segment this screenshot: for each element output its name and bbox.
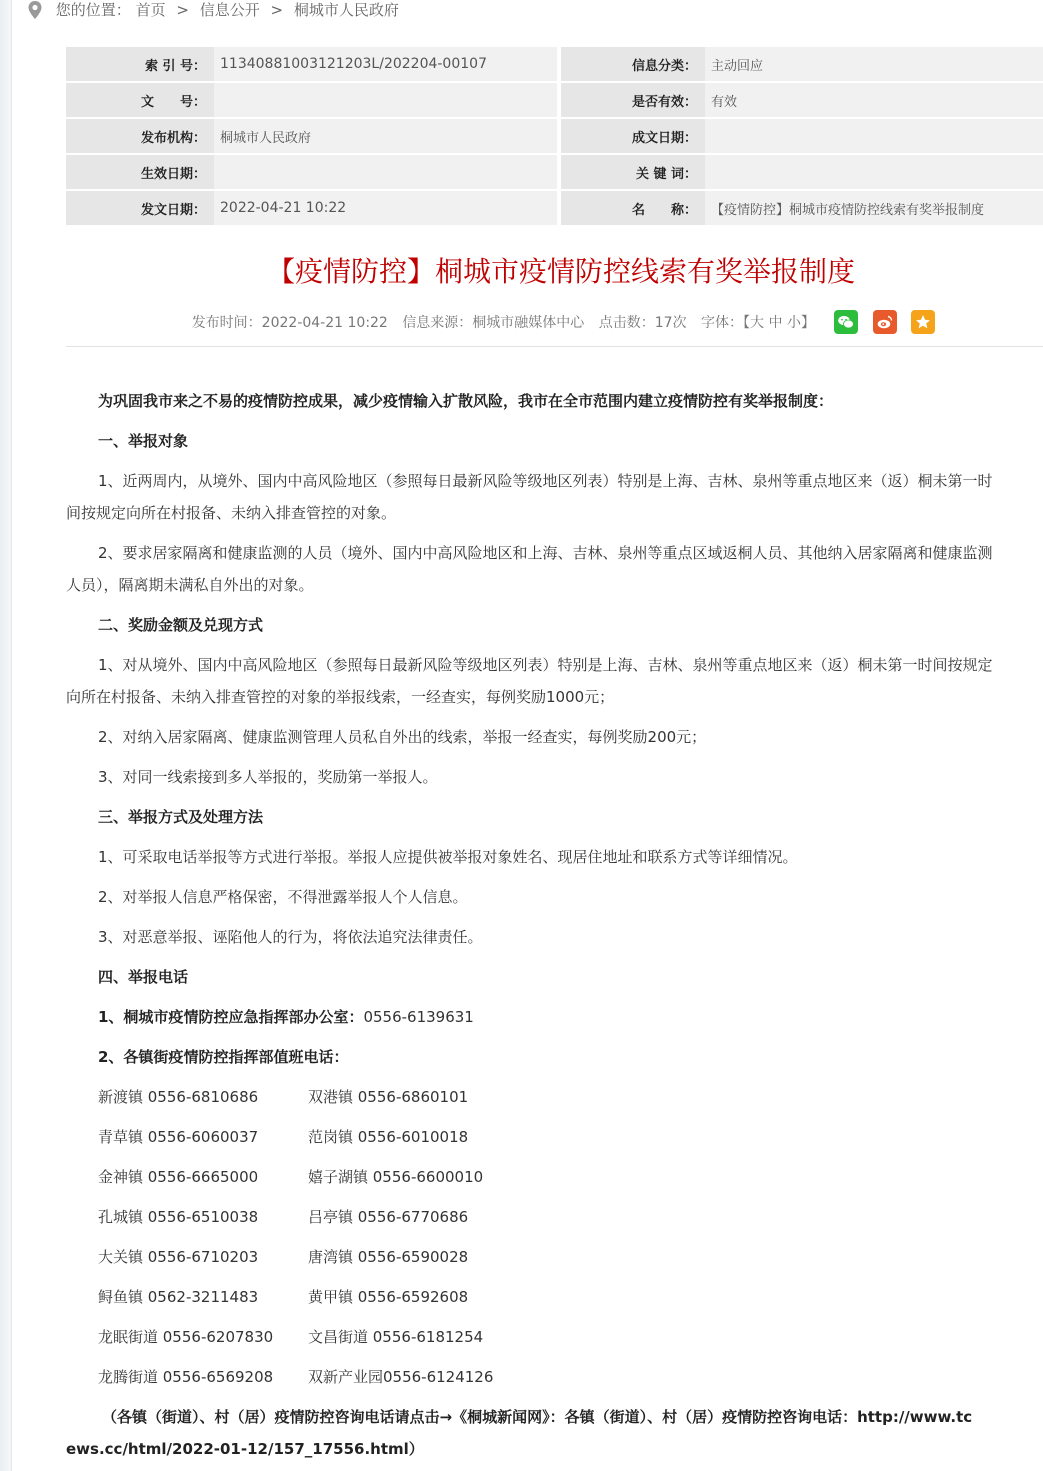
hotline-label: 1、桐城市疫情防控应急指挥部办公室： bbox=[98, 1008, 364, 1026]
paragraph-line: 向所在村报备、未纳入排查管控的对象的举报线索，一经查实，每例奖励1000元； bbox=[66, 688, 615, 706]
section-heading: 一、举报对象 bbox=[98, 432, 189, 450]
meta-value-keywords bbox=[705, 155, 1043, 189]
town-phone: 孔城镇 0556-6510038 bbox=[98, 1208, 259, 1226]
consult-note-line: （各镇（街道）、村（居）疫情防控咨询电话请点击→《桐城新闻网》：各镇（街道）、村（居）疫情防控咨询电话：http://www.tc bbox=[102, 1408, 973, 1426]
meta-label-publisher: 发布机构： bbox=[66, 119, 214, 153]
town-phone-row bbox=[66, 1197, 1043, 1237]
town-phone: 双新产业园0556-6124126 bbox=[308, 1368, 494, 1386]
meta-value-category: 主动回应 bbox=[705, 47, 1043, 81]
article-info-bar bbox=[66, 309, 1043, 337]
breadcrumb-gov-link[interactable]: 桐城市人民政府 bbox=[293, 1, 399, 19]
meta-label-valid: 是否有效： bbox=[561, 83, 705, 117]
publish-time: 发布时间：2022-04-21 10:22 bbox=[191, 315, 388, 331]
town-phone: 龙腾街道 0556-6569208 bbox=[98, 1368, 274, 1386]
meta-value-written-date bbox=[705, 119, 1043, 153]
paragraph: 2、对举报人信息严格保密，不得泄露举报人个人信息。 bbox=[98, 888, 468, 906]
meta-label-name: 名 称： bbox=[561, 191, 705, 225]
town-phone: 嬉子湖镇 0556-6600010 bbox=[308, 1168, 484, 1186]
wechat-icon bbox=[837, 313, 855, 331]
town-phone: 金神镇 0556-6665000 bbox=[98, 1168, 259, 1186]
left-edge-strip bbox=[0, 0, 12, 1471]
town-phone: 鲟鱼镇 0562-3211483 bbox=[98, 1288, 259, 1306]
meta-row bbox=[66, 83, 1043, 117]
meta-label-index: 索 引 号： bbox=[66, 47, 214, 81]
town-phone: 范岗镇 0556-6010018 bbox=[308, 1128, 469, 1146]
paragraph-line: 人员），隔离期未满私自外出的对象。 bbox=[66, 576, 314, 594]
town-phone-row bbox=[66, 1077, 1043, 1117]
town-phone: 青草镇 0556-6060037 bbox=[98, 1128, 259, 1146]
paragraph-line: 2、要求居家隔离和健康监测的人员（境外、国内中高风险地区和上海、吉林、泉州等重点区域返桐人员、其他纳入居家隔离和健康监测 bbox=[98, 544, 993, 562]
meta-label-written-date: 成文日期： bbox=[561, 119, 705, 153]
paragraph bbox=[66, 461, 1043, 533]
meta-row bbox=[66, 191, 1043, 225]
meta-row bbox=[66, 155, 1043, 189]
meta-value-docno bbox=[214, 83, 557, 117]
town-phone: 新渡镇 0556-6810686 bbox=[98, 1088, 259, 1106]
section-heading: 二、奖励金额及兑现方式 bbox=[98, 616, 264, 634]
town-phone: 双港镇 0556-6860101 bbox=[308, 1088, 469, 1106]
town-phone-row bbox=[66, 1357, 1043, 1397]
town-hotline-label: 2、各镇街疫情防控指挥部值班电话： bbox=[98, 1048, 349, 1066]
town-phone: 吕亭镇 0556-6770686 bbox=[308, 1208, 469, 1226]
town-phone: 黄甲镇 0556-6592608 bbox=[308, 1288, 469, 1306]
town-phone-row bbox=[66, 1277, 1043, 1317]
font-size-switch[interactable]: 字体：【大 中 小】 bbox=[701, 315, 815, 331]
meta-value-name: 【疫情防控】桐城市疫情防控线索有奖举报制度 bbox=[705, 191, 1043, 225]
town-phone-row bbox=[66, 1157, 1043, 1197]
breadcrumb-separator: > bbox=[270, 1, 284, 19]
paragraph: 3、对同一线索接到多人举报的，奖励第一举报人。 bbox=[98, 768, 438, 786]
wechat-share-button[interactable] bbox=[834, 310, 858, 334]
breadcrumb-home-link[interactable]: 首页 bbox=[135, 1, 166, 19]
weibo-icon bbox=[876, 313, 894, 331]
paragraph: 2、对纳入居家隔离、健康监测管理人员私自外出的线索，举报一经查实，每例奖励200元； bbox=[98, 728, 707, 746]
meta-value-valid: 有效 bbox=[705, 83, 1043, 117]
town-phone-row bbox=[66, 1317, 1043, 1357]
favorite-button[interactable] bbox=[911, 310, 935, 334]
town-phone-row bbox=[66, 1237, 1043, 1277]
meta-row bbox=[66, 119, 1043, 153]
breadcrumb-prefix: 您的位置： bbox=[55, 1, 131, 19]
hotline-paragraph bbox=[66, 997, 1043, 1037]
section-heading: 四、举报电话 bbox=[98, 968, 189, 986]
consult-link-note[interactable] bbox=[66, 1397, 1043, 1465]
paragraph bbox=[66, 533, 1043, 605]
meta-label-category: 信息分类： bbox=[561, 47, 705, 81]
town-phone: 唐湾镇 0556-6590028 bbox=[308, 1248, 469, 1266]
meta-value-publisher: 桐城市人民政府 bbox=[214, 119, 557, 153]
consult-note-line: ews.cc/html/2022-01-12/157_17556.html） bbox=[66, 1440, 424, 1458]
paragraph: 1、可采取电话举报等方式进行举报。举报人应提供被举报对象姓名、现居住地址和联系方式等详细情况。 bbox=[98, 848, 798, 866]
location-pin-icon bbox=[27, 0, 43, 20]
breadcrumb bbox=[27, 0, 399, 22]
document-meta-table bbox=[66, 45, 1043, 227]
meta-value-effective-date bbox=[214, 155, 557, 189]
click-count: 点击数：17次 bbox=[598, 315, 687, 331]
paragraph-line: 间按规定向所在村报备、未纳入排查管控的对象。 bbox=[66, 504, 397, 522]
paragraph: 3、对恶意举报、诬陷他人的行为，将依法追究法律责任。 bbox=[98, 928, 483, 946]
meta-label-docno: 文 号： bbox=[66, 83, 214, 117]
town-phone: 龙眠街道 0556-6207830 bbox=[98, 1328, 274, 1346]
meta-label-issue-date: 发文日期： bbox=[66, 191, 214, 225]
article-title: 【疫情防控】桐城市疫情防控线索有奖举报制度 bbox=[266, 255, 855, 288]
meta-value-index: 11340881003121203L/202204-00107 bbox=[214, 47, 557, 81]
meta-label-effective-date: 生效日期： bbox=[66, 155, 214, 189]
info-source: 信息来源：桐城市融媒体中心 bbox=[402, 315, 585, 331]
paragraph bbox=[66, 645, 1043, 717]
meta-label-keywords: 关 键 词： bbox=[561, 155, 705, 189]
meta-row bbox=[66, 47, 1043, 81]
article-body bbox=[66, 381, 1043, 1465]
town-phone: 大关镇 0556-6710203 bbox=[98, 1248, 259, 1266]
paragraph-line: 1、近两周内，从境外、国内中高风险地区（参照每日最新风险等级地区列表）特别是上海、吉林、泉州等重点地区来（返）桐未第一时 bbox=[98, 472, 993, 490]
town-phone-row bbox=[66, 1117, 1043, 1157]
title-divider bbox=[66, 346, 1043, 347]
meta-value-issue-date: 2022-04-21 10:22 bbox=[214, 191, 557, 225]
section-heading: 三、举报方式及处理方法 bbox=[98, 808, 264, 826]
breadcrumb-info-link[interactable]: 信息公开 bbox=[199, 1, 260, 19]
star-icon bbox=[914, 313, 932, 331]
town-phone: 文昌街道 0556-6181254 bbox=[308, 1328, 484, 1346]
weibo-share-button[interactable] bbox=[873, 310, 897, 334]
breadcrumb-separator: > bbox=[176, 1, 189, 19]
hotline-number: 0556-6139631 bbox=[363, 1008, 474, 1026]
paragraph-line: 1、对从境外、国内中高风险地区（参照每日最新风险等级地区列表）特别是上海、吉林、泉州等重点地区来（返）桐未第一时间按规定 bbox=[98, 656, 993, 674]
intro-paragraph: 为巩固我市来之不易的疫情防控成果，减少疫情输入扩散风险，我市在全市范围内建立疫情防控有奖举报制度： bbox=[98, 392, 834, 410]
